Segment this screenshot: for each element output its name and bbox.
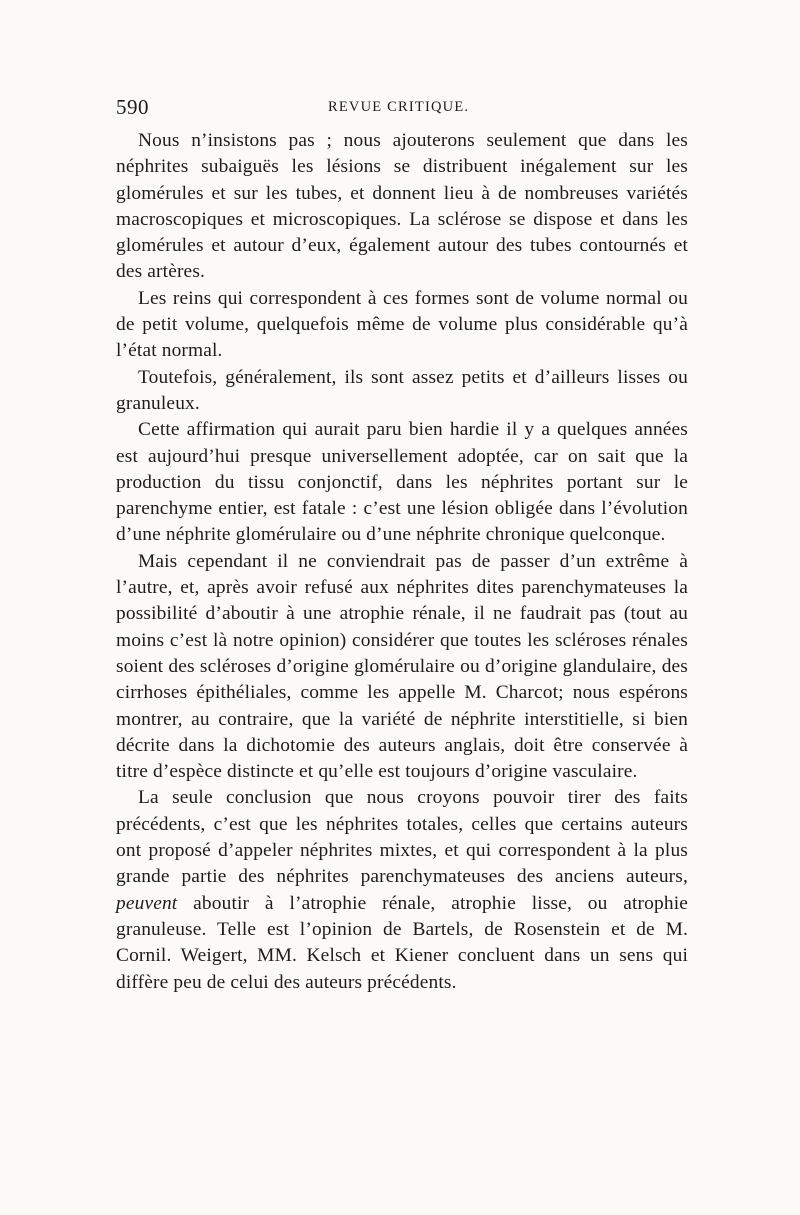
paragraph-6-end: aboutir à l’atrophie rénale, atrophie lisse, ou atrophie granuleuse. Telle est l’opinion de Bartels, de Rosenstein et de M. Cornil. Weigert, MM. Kelsch et Kiener concluent dans un sens qui diffère peu de celui des auteurs précédents. [116, 892, 688, 993]
paragraph-3: Toutefois, généralement, ils sont assez petits et d’ailleurs lisses ou granuleux. [116, 366, 688, 414]
paragraph-2: Les reins qui correspondent à ces formes sont de volume normal ou de petit volume, quelquefois même de volume plus considérable qu’à l’état normal. [116, 287, 688, 362]
paragraph-5: Mais cependant il ne conviendrait pas de passer d’un extrême à l’autre, et, après avoir refusé aux néphrites dites parenchymateuses la possibilité d’aboutir à une atrophie rénale, il ne faudrait pas (tout au moins c’est là notre opinion) considérer que toutes les scléroses rénales soient des scléroses d’origine glomérulaire ou d’origine glandulaire, des cirrhoses épithéliales, comme les appelle M. Charcot; nous espérons montrer, au contraire, que la variété de néphrite interstitielle, si bien décrite dans la dichotomie des auteurs anglais, doit être conservée à titre d’espèce distincte et qu’elle est toujours d’origine vasculaire. [116, 550, 688, 783]
running-header [116, 95, 686, 125]
body-text [116, 128, 688, 996]
paragraph-6 [116, 785, 688, 995]
paragraph-6-italic: peuvent [116, 892, 178, 914]
paragraph-1: Nous n’insistons pas ; nous ajouterons seulement que dans les néphrites subaiguës les lésions se distribuent inégalement sur les glomérules et sur les tubes, et donnent lieu à de nombreuses variétés macroscopiques et microscopiques. La sclérose se dispose et dans les glomérules et autour d’eux, également autour des tubes contournés et des artères. [116, 130, 688, 283]
running-title: REVUE CRITIQUE. [328, 99, 470, 115]
paragraph-4: Cette affirmation qui aurait paru bien hardie il y a quelques années est aujourd’hui presque universellement adoptée, car on sait que la production du tissu conjonctif, dans les néphrites portant sur le parenchyme entier, est fatale : c’est une lésion obligée dans l’évolution d’une néphrite glomérulaire ou d’une néphrite chronique quelconque. [116, 419, 688, 546]
page-number: 590 [116, 95, 149, 119]
paragraph-6-start: La seule conclusion que nous croyons pouvoir tirer des faits précédents, c’est que les néphrites totales, celles que certains auteurs ont proposé d’appeler néphrites mixtes, et qui correspondent à la plus grande partie des néphrites parenchymateuses des anciens auteurs, [116, 787, 688, 888]
